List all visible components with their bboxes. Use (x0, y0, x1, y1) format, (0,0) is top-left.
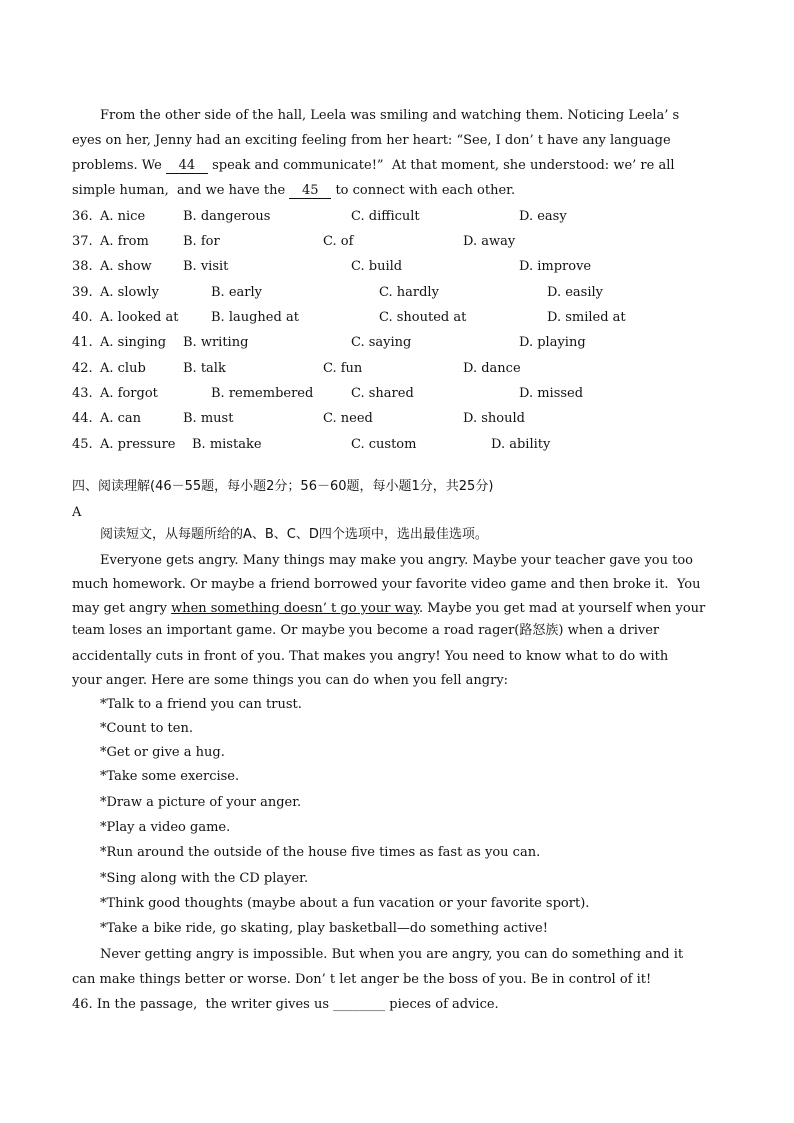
option-c: C. need (323, 411, 373, 426)
option-d: D. easy (519, 209, 567, 224)
question-41 (72, 335, 732, 351)
question-number: 42. (72, 361, 93, 376)
blank-45: 45 (289, 184, 331, 199)
section-instruction: 阅读短文，从每题所给的A、B、C、D四个选项中，选出最佳选项。 (100, 527, 488, 542)
option-d: D. playing (519, 335, 586, 350)
question-42 (72, 361, 732, 377)
option-c: C. custom (351, 437, 417, 452)
tip-item: *Take some exercise. (100, 769, 240, 784)
question-number: 43. (72, 386, 93, 401)
option-d: D. dance (463, 361, 521, 376)
option-b: B. remembered (211, 386, 314, 401)
question-number: 37. (72, 234, 93, 249)
passage-line: eyes on her, Jenny had an exciting feeling from her heart: “See, I don’ t have any language (72, 133, 671, 148)
option-d: D. improve (519, 259, 592, 274)
option-c: C. shouted at (379, 310, 467, 325)
tip-item: *Think good thoughts (maybe about a fun vacation or your favorite sport). (100, 896, 590, 911)
passage-line: may get angry when something doesn’ t go your way. Maybe you get mad at yourself when your (72, 601, 706, 616)
part-label: A (72, 505, 82, 520)
section-heading: 四、阅读理解(46－55题，每小题2分；56－60题，每小题1分，共25分) (72, 479, 494, 494)
option-a: A. club (100, 361, 146, 376)
option-a: A. nice (100, 209, 146, 224)
option-c: C. shared (351, 386, 414, 401)
option-c: C. build (351, 259, 403, 274)
option-a: A. looked at (100, 310, 179, 325)
option-a: A. from (100, 234, 149, 249)
option-b: B. must (183, 411, 234, 426)
option-c: C. hardly (379, 285, 439, 300)
tip-item: *Get or give a hug. (100, 745, 225, 760)
option-a: A. forgot (100, 386, 158, 401)
option-a: A. show (100, 259, 152, 274)
tip-item: *Talk to a friend you can trust. (100, 697, 302, 712)
question-number: 36. (72, 209, 93, 224)
answer-blank: ________ (333, 997, 386, 1012)
passage-line: much homework. Or maybe a friend borrowed your favorite video game and then broke it. You (72, 577, 701, 592)
passage-line: team loses an important game. Or maybe you become a road rager(路怒族) when a driver (72, 623, 660, 638)
question-44 (72, 411, 732, 427)
tip-item: *Count to ten. (100, 721, 193, 736)
question-40 (72, 310, 732, 326)
tip-item: *Run around the outside of the house five times as fast as you can. (100, 845, 541, 860)
option-b: B. early (211, 285, 262, 300)
option-a: A. can (100, 411, 142, 426)
blank-44: 44 (166, 159, 208, 174)
tip-item: *Sing along with the CD player. (100, 871, 309, 886)
question-37 (72, 234, 732, 250)
question-number: 38. (72, 259, 93, 274)
question-number: 41. (72, 335, 93, 350)
passage-line: simple human, and we have the 45 to connect with each other. (72, 183, 516, 198)
option-b: B. for (183, 234, 220, 249)
option-b: B. mistake (192, 437, 262, 452)
option-b: B. talk (183, 361, 226, 376)
option-d: D. should (463, 411, 525, 426)
option-d: D. missed (519, 386, 584, 401)
question-43 (72, 386, 732, 402)
option-d: D. easily (547, 285, 603, 300)
passage-line: From the other side of the hall, Leela was smiling and watching them. Noticing Leela’ s (100, 108, 680, 123)
option-b: B. writing (183, 335, 249, 350)
tip-item: *Play a video game. (100, 820, 231, 835)
option-d: D. ability (491, 437, 551, 452)
option-d: D. away (463, 234, 516, 249)
option-c: C. difficult (351, 209, 420, 224)
tip-item: *Take a bike ride, go skating, play basketball—do something active! (100, 921, 548, 936)
passage-line: your anger. Here are some things you can do when you fell angry: (72, 673, 509, 688)
question-number: 44. (72, 411, 93, 426)
option-b: B. visit (183, 259, 229, 274)
option-c: C. saying (351, 335, 412, 350)
option-b: B. laughed at (211, 310, 299, 325)
tip-item: *Draw a picture of your anger. (100, 795, 302, 810)
passage-line: Everyone gets angry. Many things may make you angry. Maybe your teacher gave you too (100, 553, 694, 568)
question-36 (72, 209, 732, 225)
underlined-phrase: when something doesn’ t go your way (171, 601, 420, 616)
question-45 (72, 437, 732, 453)
option-a: A. pressure (100, 437, 176, 452)
question-38 (72, 259, 732, 275)
question-number: 40. (72, 310, 93, 325)
option-a: A. singing (100, 335, 167, 350)
option-c: C. fun (323, 361, 363, 376)
passage-line: Never getting angry is impossible. But when you are angry, you can do something and it (100, 947, 684, 962)
question-number: 45. (72, 437, 93, 452)
option-b: B. dangerous (183, 209, 271, 224)
passage-line: problems. We 44 speak and communicate!” At that moment, she understood: we’ re all (72, 158, 675, 173)
option-c: C. of (323, 234, 354, 249)
passage-line: can make things better or worse. Don’ t let anger be the boss of you. Be in control of it! (72, 972, 652, 987)
option-a: A. slowly (100, 285, 159, 300)
question-number: 39. (72, 285, 93, 300)
question-46: 46. In the passage, the writer gives us ________ pieces of advice. (72, 997, 499, 1012)
question-39 (72, 285, 732, 301)
passage-line: accidentally cuts in front of you. That makes you angry! You need to know what to do with (72, 649, 669, 664)
option-d: D. smiled at (547, 310, 626, 325)
